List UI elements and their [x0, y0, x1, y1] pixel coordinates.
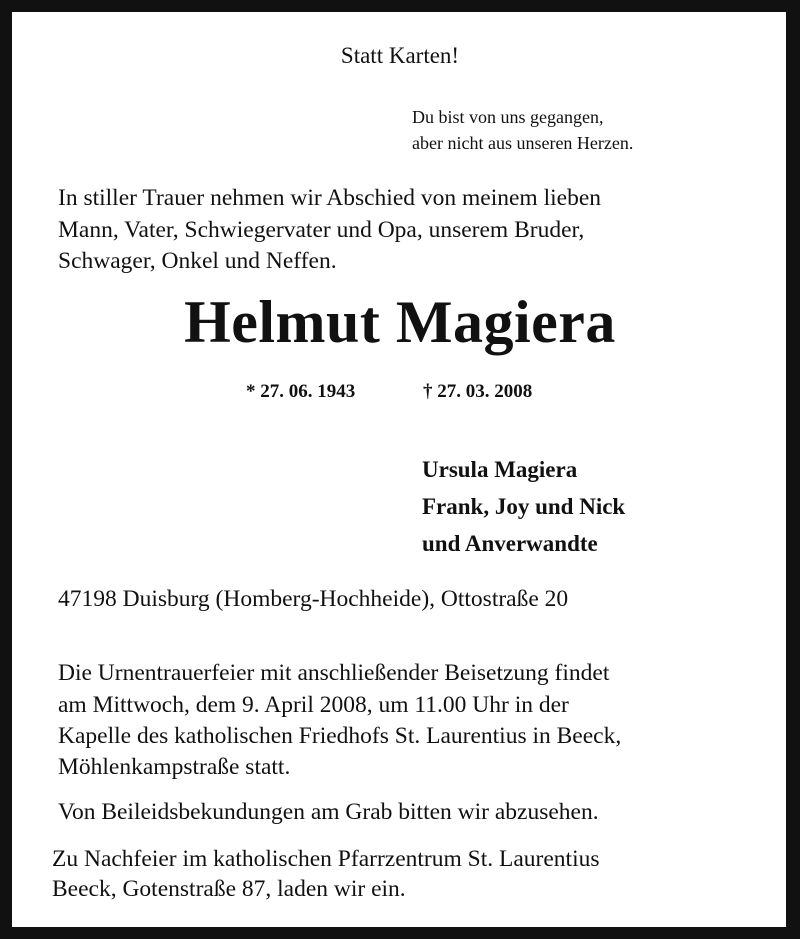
ceremony-line-3: Kapelle des katholischen Friedhofs St. Laurentius in Beeck, — [58, 723, 622, 749]
condolence-note: Von Beileidsbekundungen am Grab bitten wir abzusehen. — [58, 799, 599, 825]
birth-date: * 27. 06. 1943 — [246, 381, 356, 402]
heading: Statt Karten! — [340, 43, 460, 68]
signatory-3: und Anverwandte — [422, 531, 598, 556]
signatory-2: Frank, Joy und Nick — [422, 494, 626, 519]
intro-line-2: Mann, Vater, Schwiegervater und Opa, unserem Bruder, — [58, 217, 585, 243]
gathering-line-1: Zu Nachfeier im katholischen Pfarrzentrum St. Laurentius — [52, 846, 600, 872]
ceremony-line-4: Möhlenkampstraße statt. — [58, 754, 291, 780]
signatory-1: Ursula Magiera — [422, 457, 578, 482]
quote-line-1: Du bist von uns gegangen, — [412, 107, 604, 127]
ceremony-line-1: Die Urnentrauerfeier mit anschließender Beisetzung findet — [58, 660, 610, 686]
deceased-name: Helmut Magiera — [184, 289, 616, 355]
gathering-line-2: Beeck, Gotenstraße 87, laden wir ein. — [52, 876, 406, 902]
address: 47198 Duisburg (Homberg-Hochheide), Ottostraße 20 — [58, 586, 569, 612]
quote-line-2: aber nicht aus unseren Herzen. — [412, 133, 634, 153]
ceremony-line-2: am Mittwoch, dem 9. April 2008, um 11.00 Uhr in der — [58, 692, 569, 718]
death-date: † 27. 03. 2008 — [423, 381, 533, 402]
intro-line-3: Schwager, Onkel und Neffen. — [58, 248, 337, 274]
intro-line-1: In stiller Trauer nehmen wir Abschied von meinem lieben — [58, 185, 602, 211]
